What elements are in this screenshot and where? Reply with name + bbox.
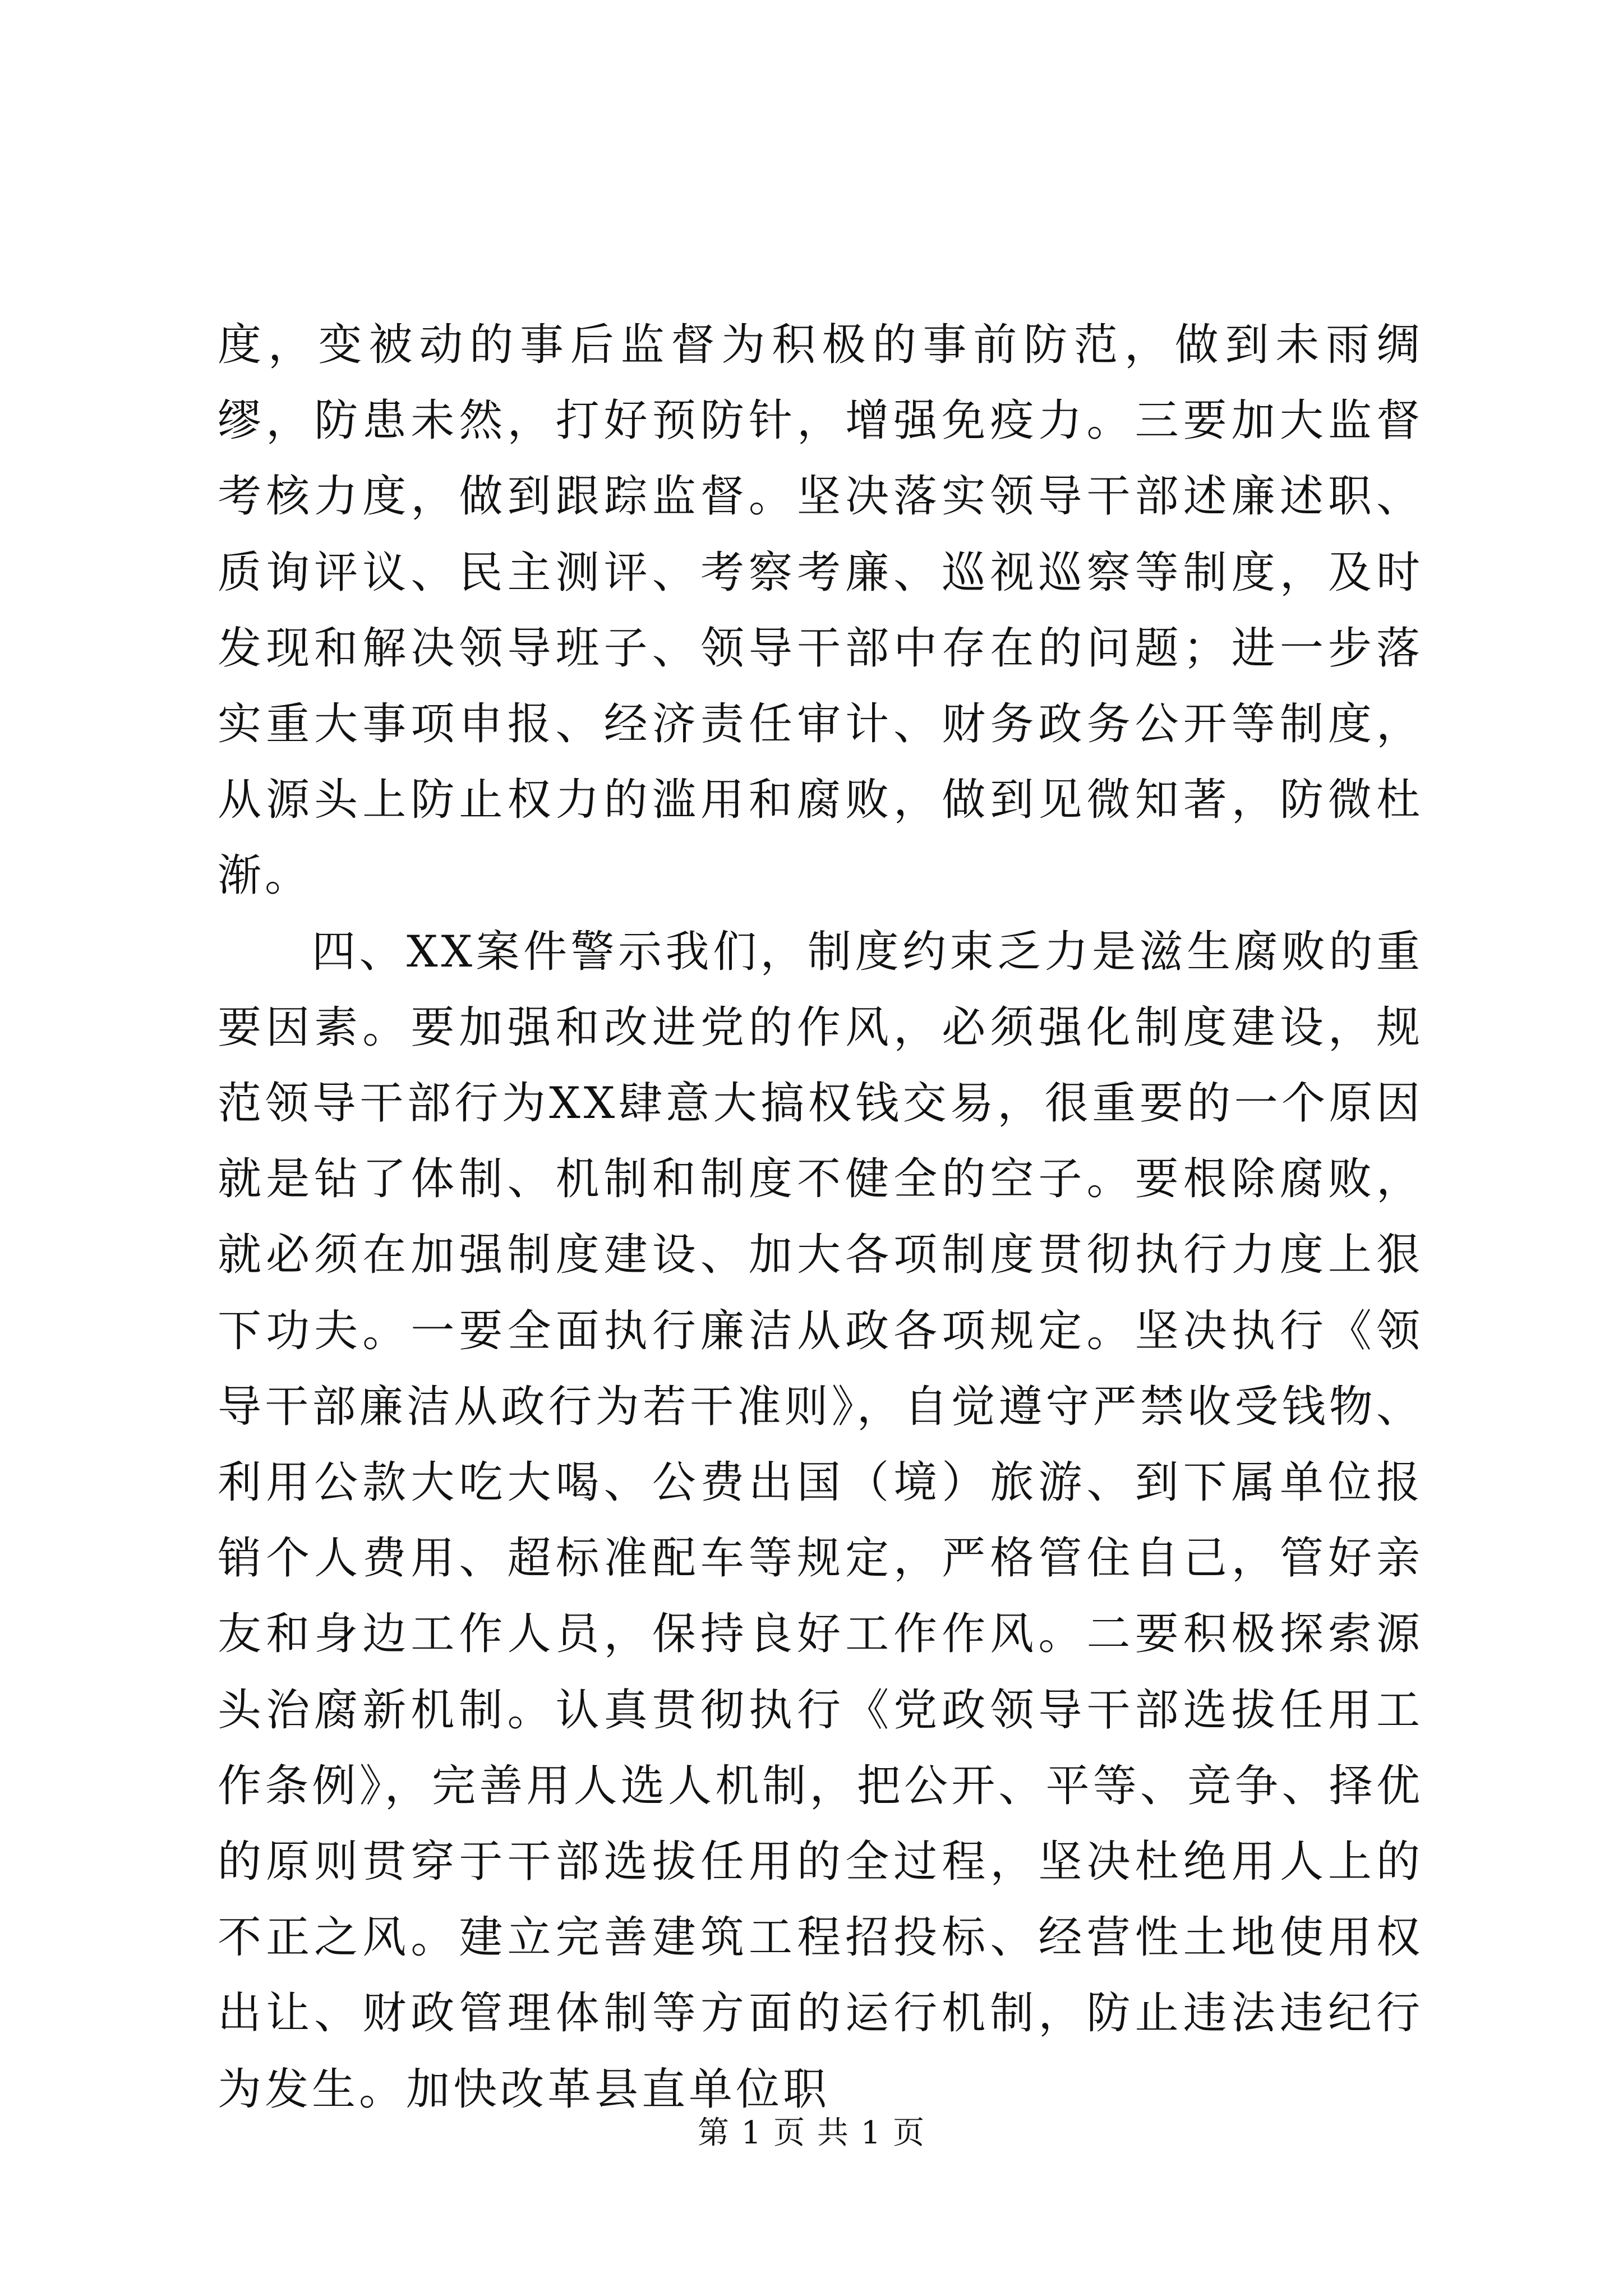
paragraph-continued: 度，变被动的事后监督为积极的事前防范，做到未雨绸缪，防患未然，打好预防针，增强免疫力。三要加大监督考核力度，做到跟踪监督。坚决落实领导干部述廉述职、质询评议、民主测评、考察考廉、巡视巡察等制度，及时发现和解决领导班子、领导干部中存在的问题；进一步落实重大事项申报、经济责任审计、财务政务公开等制度，从源头上防止权力的滥用和腐败，做到见微知著，防微杜渐。 [218,320,1423,901]
document-body [218,307,1423,2128]
page-number-footer: 第 1 页 共 1 页 [697,2115,926,2151]
paragraph-section-four: 四、XX案件警示我们，制度约束乏力是滋生腐败的重要因素。要加强和改进党的作风，必须强化制度建设，规范领导干部行为XX肆意大搞权钱交易，很重要的一个原因就是钻了体制、机制和制度不健全的空子。要根除腐败，就必须在加强制度建设、加大各项制度贯彻执行力度上狠下功夫。一要全面执行廉洁从政各项规定。坚决执行《领导干部廉洁从政行为若干准则》，自觉遵守严禁收受钱物、利用公款大吃大喝、公费出国（境）旅游、到下属单位报销个人费用、超标准配车等规定，严格管住自己，管好亲友和身边工作人员，保持良好工作作风。二要积极探索源头治腐新机制。认真贯彻执行《党政领导干部选拔任用工作条例》，完善用人选人机制，把公开、平等、竞争、择优的原则贯穿于干部选拔任用的全过程，坚决杜绝用人上的不正之风。建立完善建筑工程招投标、经营性土地使用权出让、财政管理体制等方面的运行机制，防止违法违纪行为发生。加快改革县直单位职 [218,926,1423,2115]
